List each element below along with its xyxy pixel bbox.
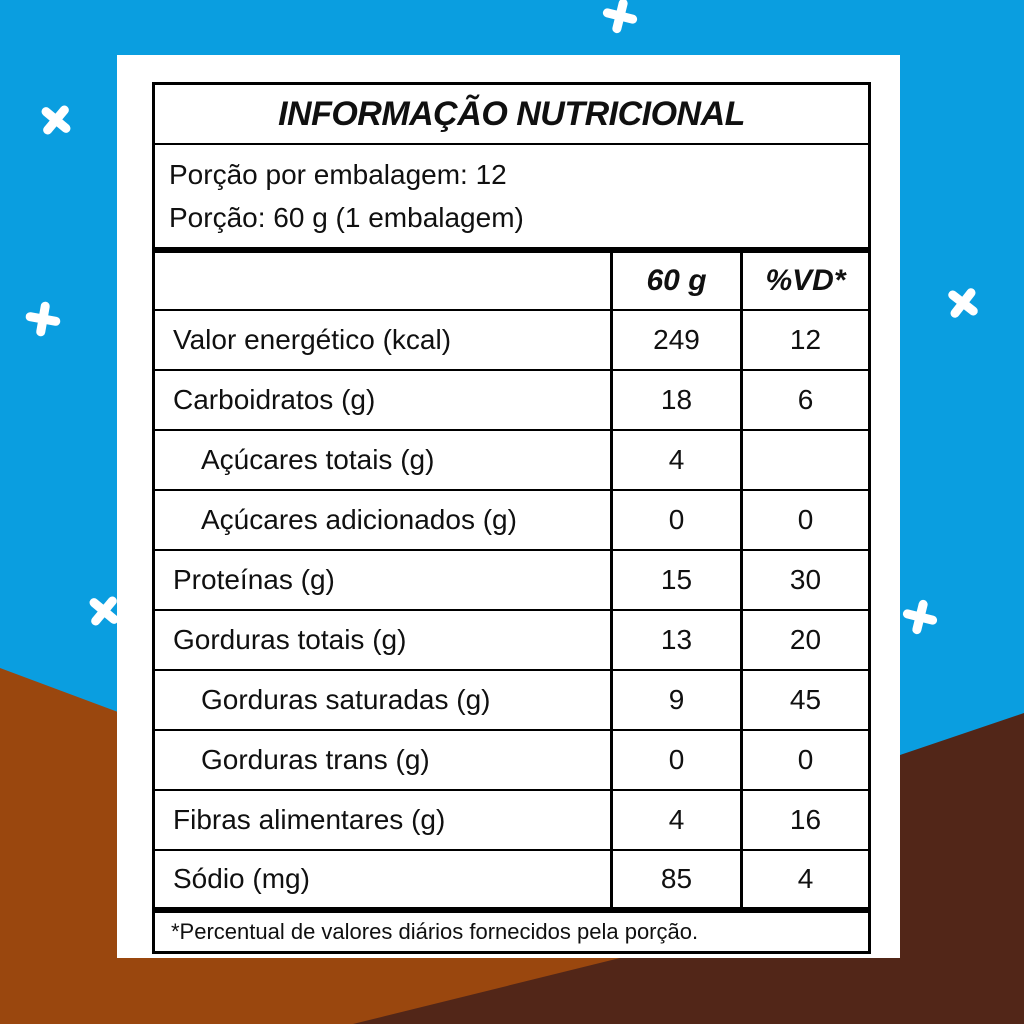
nutrient-name: Açúcares totais (g) (201, 444, 435, 475)
nutrient-name: Gorduras totais (g) (173, 624, 407, 655)
table-row (154, 430, 870, 490)
nutrient-name: Fibras alimentares (g) (173, 804, 446, 835)
dv-value: 0 (742, 490, 870, 550)
table-row (154, 250, 870, 310)
table-row (154, 370, 870, 430)
label-title: INFORMAÇÃO NUTRICIONAL (278, 94, 745, 133)
dv-value: 45 (742, 670, 870, 730)
amount-value: 15 (612, 550, 742, 610)
nutrient-name: Valor energético (kcal) (173, 324, 452, 355)
dv-value: 16 (742, 790, 870, 850)
daily-value-footnote: *Percentual de valores diários fornecidos pela porção. (171, 918, 699, 944)
amount-value: 0 (612, 490, 742, 550)
nutrient-name: Sódio (mg) (173, 863, 310, 894)
amount-value: 0 (612, 730, 742, 790)
nutrient-name: Gorduras trans (g) (201, 744, 430, 775)
dv-value: 12 (742, 310, 870, 370)
nutrient-name: Carboidratos (g) (173, 384, 376, 415)
table-row (154, 910, 870, 952)
amount-value: 9 (612, 670, 742, 730)
table-row (154, 850, 870, 910)
dv-value: 0 (742, 730, 870, 790)
nutrition-table (152, 82, 871, 954)
table-row (154, 730, 870, 790)
amount-value: 18 (612, 370, 742, 430)
table-row (154, 610, 870, 670)
table-row (154, 84, 870, 145)
table-row (154, 144, 870, 250)
amount-value: 249 (612, 310, 742, 370)
serving-size: Porção: 60 g (1 embalagem) (169, 202, 524, 233)
nutrition-label-card (117, 55, 900, 958)
dv-value: 4 (742, 850, 870, 910)
amount-value: 13 (612, 610, 742, 670)
table-row (154, 550, 870, 610)
amount-value: 4 (612, 790, 742, 850)
nutrient-name: Proteínas (g) (173, 564, 335, 595)
column-header-amount: 60 g (612, 250, 742, 310)
table-row (154, 790, 870, 850)
serving-info (154, 144, 870, 250)
table-row (154, 310, 870, 370)
dv-value (742, 430, 870, 490)
table-row (154, 490, 870, 550)
table-row (154, 670, 870, 730)
dv-value: 30 (742, 550, 870, 610)
dv-value: 6 (742, 370, 870, 430)
amount-value: 4 (612, 430, 742, 490)
column-header-dv: %VD* (742, 250, 870, 310)
empty-header-cell (154, 250, 612, 310)
dv-value: 20 (742, 610, 870, 670)
nutrient-name: Açúcares adicionados (g) (201, 504, 517, 535)
amount-value: 85 (612, 850, 742, 910)
servings-per-package: Porção por embalagem: 12 (169, 159, 507, 190)
nutrient-name: Gorduras saturadas (g) (201, 684, 491, 715)
